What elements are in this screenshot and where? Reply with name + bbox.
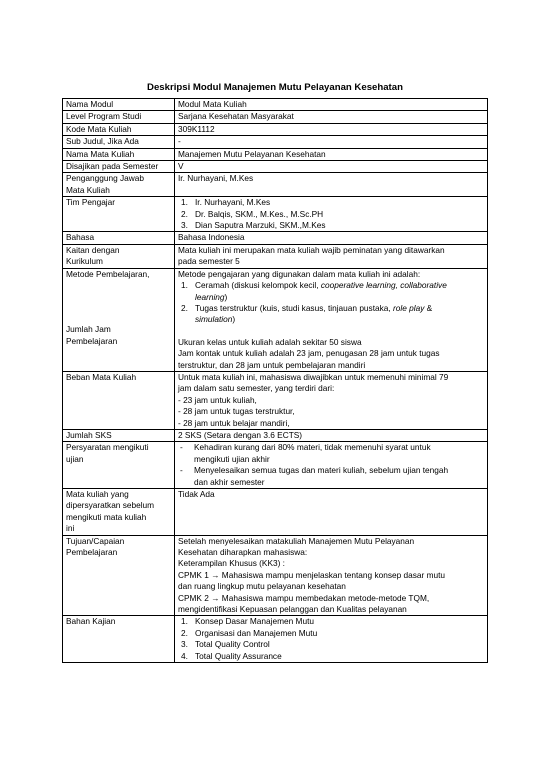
row-label: Nama Mata Kuliah bbox=[63, 148, 175, 160]
row-value: Bahasa Indonesia bbox=[175, 232, 488, 244]
row-label: Bahasa bbox=[63, 232, 175, 244]
text-line: Ukuran kelas untuk kuliah adalah sekitar 50 siswa bbox=[178, 336, 362, 347]
table-row bbox=[63, 197, 488, 232]
list-item: 3. Dian Saputra Marzuki, SKM.,M.Kes bbox=[181, 220, 326, 231]
row-label bbox=[63, 244, 175, 268]
text-line: mengidentifikasi Kepuasan pelanggan dan Kualitas pelayanan bbox=[178, 604, 407, 615]
row-label: Beban Mata Kuliah bbox=[63, 371, 175, 429]
text-line: CPMK 2 → Mahasiswa mampu membedakan metode-metode TQM, bbox=[178, 592, 430, 603]
table-row bbox=[63, 99, 488, 111]
list-item: - 28 jam untuk tugas terstruktur, bbox=[178, 406, 295, 417]
row-value bbox=[175, 268, 488, 371]
table-row bbox=[63, 244, 488, 268]
list-item: 1. Ir. Nurhayani, M.Kes bbox=[181, 197, 271, 208]
row-value bbox=[175, 535, 488, 616]
label-line: Pembelajaran bbox=[66, 547, 118, 558]
text-line: Metode pengajaran yang digunakan dalam mata kuliah ini adalah: bbox=[178, 268, 421, 279]
module-description-table bbox=[62, 98, 488, 663]
row-label: Level Program Studi bbox=[63, 111, 175, 123]
row-label bbox=[63, 442, 175, 489]
label-line: Tujuan/Capaian bbox=[66, 535, 125, 546]
list-item: 1. Ceramah (diskusi kelompok kecil, cooperative learning, collaborative learning) bbox=[181, 280, 447, 302]
list-item: 2. Organisasi dan Manajemen Mutu bbox=[181, 627, 318, 638]
row-label: Bahan Kajian bbox=[63, 616, 175, 663]
list-item: - 28 jam untuk belajar mandiri, bbox=[178, 417, 290, 428]
row-label bbox=[63, 489, 175, 536]
text-line: Setelah menyelesaikan matakuliah Manajemen Mutu Pelayanan bbox=[178, 535, 415, 546]
row-label: Jumlah SKS bbox=[63, 429, 175, 441]
label-line: Kaitan dengan bbox=[66, 244, 120, 255]
text-line: Untuk mata kuliah ini, mahasiswa diwajibkan untuk memenuhi minimal 79 bbox=[178, 371, 449, 382]
document-title: Deskripsi Modul Manajemen Mutu Pelayanan Kesehatan bbox=[147, 82, 403, 93]
table-row bbox=[63, 111, 488, 123]
table-row bbox=[63, 161, 488, 173]
list-item: 2. Dr. Balqis, SKM., M.Kes., M.Sc.PH bbox=[181, 208, 324, 219]
row-value bbox=[175, 244, 488, 268]
label-line: Pembelajaran bbox=[66, 335, 118, 346]
row-label: Kode Mata Kuliah bbox=[63, 123, 175, 135]
table-row bbox=[63, 616, 488, 663]
row-value: 2 SKS (Setara dengan 3.6 ECTS) bbox=[175, 429, 488, 441]
text-line: dan ruang lingkup mutu pelayanan kesehatan bbox=[178, 581, 346, 592]
table-row bbox=[63, 173, 488, 197]
row-label bbox=[63, 535, 175, 616]
text-line: Keterampilan Khusus (KK3) : bbox=[178, 558, 285, 569]
row-value bbox=[175, 616, 488, 663]
label-line: ini bbox=[66, 523, 75, 534]
text-line: jam dalam satu semester, yang terdiri dari: bbox=[178, 383, 335, 394]
label-line: ujian bbox=[66, 453, 84, 464]
row-value: - bbox=[175, 136, 488, 148]
table-row bbox=[63, 371, 488, 429]
label-line: dipersyaratkan sebelum bbox=[66, 500, 155, 511]
list-item: 4. Total Quality Assurance bbox=[181, 650, 282, 661]
list-item: - Kehadiran kurang dari 80% materi, tidak memenuhi syarat untuk mengikuti ujian akhir bbox=[180, 442, 431, 464]
row-label: Disajikan pada Semester bbox=[63, 161, 175, 173]
row-value: Sarjana Kesehatan Masyarakat bbox=[175, 111, 488, 123]
text-line: Kesehatan diharapkan mahasiswa: bbox=[178, 547, 308, 558]
label-line: Mata Kuliah bbox=[66, 184, 110, 195]
text-line: CPMK 1 → Mahasiswa mampu menjelaskan tentang konsep dasar mutu bbox=[178, 569, 446, 580]
label-line: Penganggung Jawab bbox=[66, 173, 144, 184]
row-label bbox=[63, 268, 175, 371]
table-row bbox=[63, 268, 488, 371]
row-value: Manajemen Mutu Pelayanan Kesehatan bbox=[175, 148, 488, 160]
list-item: - 23 jam untuk kuliah, bbox=[178, 394, 257, 405]
list-item: - Menyelesaikan semua tugas dan materi kuliah, sebelum ujian tengah dan akhir semester bbox=[180, 465, 449, 487]
list-item: 3. Total Quality Control bbox=[181, 639, 270, 650]
row-value: Tidak Ada bbox=[175, 489, 488, 536]
text-line: pada semester 5 bbox=[178, 256, 240, 267]
list-item: 1. Konsep Dasar Manajemen Mutu bbox=[181, 616, 314, 627]
label-line: Metode Pembelajaran, bbox=[66, 268, 150, 279]
text-line: Mata kuliah ini merupakan mata kuliah wajib peminatan yang ditawarkan bbox=[178, 244, 445, 255]
label-line: Kurikulum bbox=[66, 256, 103, 267]
row-value: V bbox=[175, 161, 488, 173]
table-row bbox=[63, 136, 488, 148]
label-line: mengikuti mata kuliah bbox=[66, 511, 147, 522]
label-line: Persyaratan mengikuti bbox=[66, 442, 149, 453]
list-item: 2. Tugas terstruktur (kuis, studi kasus, tinjauan pustaka, role play & simulation) bbox=[181, 302, 433, 325]
row-label: Nama Modul bbox=[63, 99, 175, 111]
row-value: Ir. Nurhayani, M.Kes bbox=[175, 173, 488, 197]
label-line: Mata kuliah yang bbox=[66, 489, 129, 499]
table-row bbox=[63, 232, 488, 244]
row-value bbox=[175, 371, 488, 429]
table-row bbox=[63, 148, 488, 160]
row-value bbox=[175, 442, 488, 489]
row-value bbox=[175, 197, 488, 232]
row-label: Tim Pengajar bbox=[63, 197, 175, 232]
label-line: Jumlah Jam bbox=[66, 324, 111, 335]
table-row bbox=[63, 535, 488, 616]
table-row bbox=[63, 442, 488, 489]
row-label bbox=[63, 173, 175, 197]
row-value: Modul Mata Kuliah bbox=[175, 99, 488, 111]
row-label: Sub Judul, Jika Ada bbox=[63, 136, 175, 148]
text-line: Jam kontak untuk kuliah adalah 23 jam, penugasan 28 jam untuk tugas bbox=[178, 348, 440, 359]
table-row bbox=[63, 489, 488, 536]
table-row bbox=[63, 123, 488, 135]
row-value: 309K1112 bbox=[175, 123, 488, 135]
text-line: terstruktur, dan 28 jam untuk pembelajaran mandiri bbox=[178, 359, 366, 370]
table-row bbox=[63, 429, 488, 441]
